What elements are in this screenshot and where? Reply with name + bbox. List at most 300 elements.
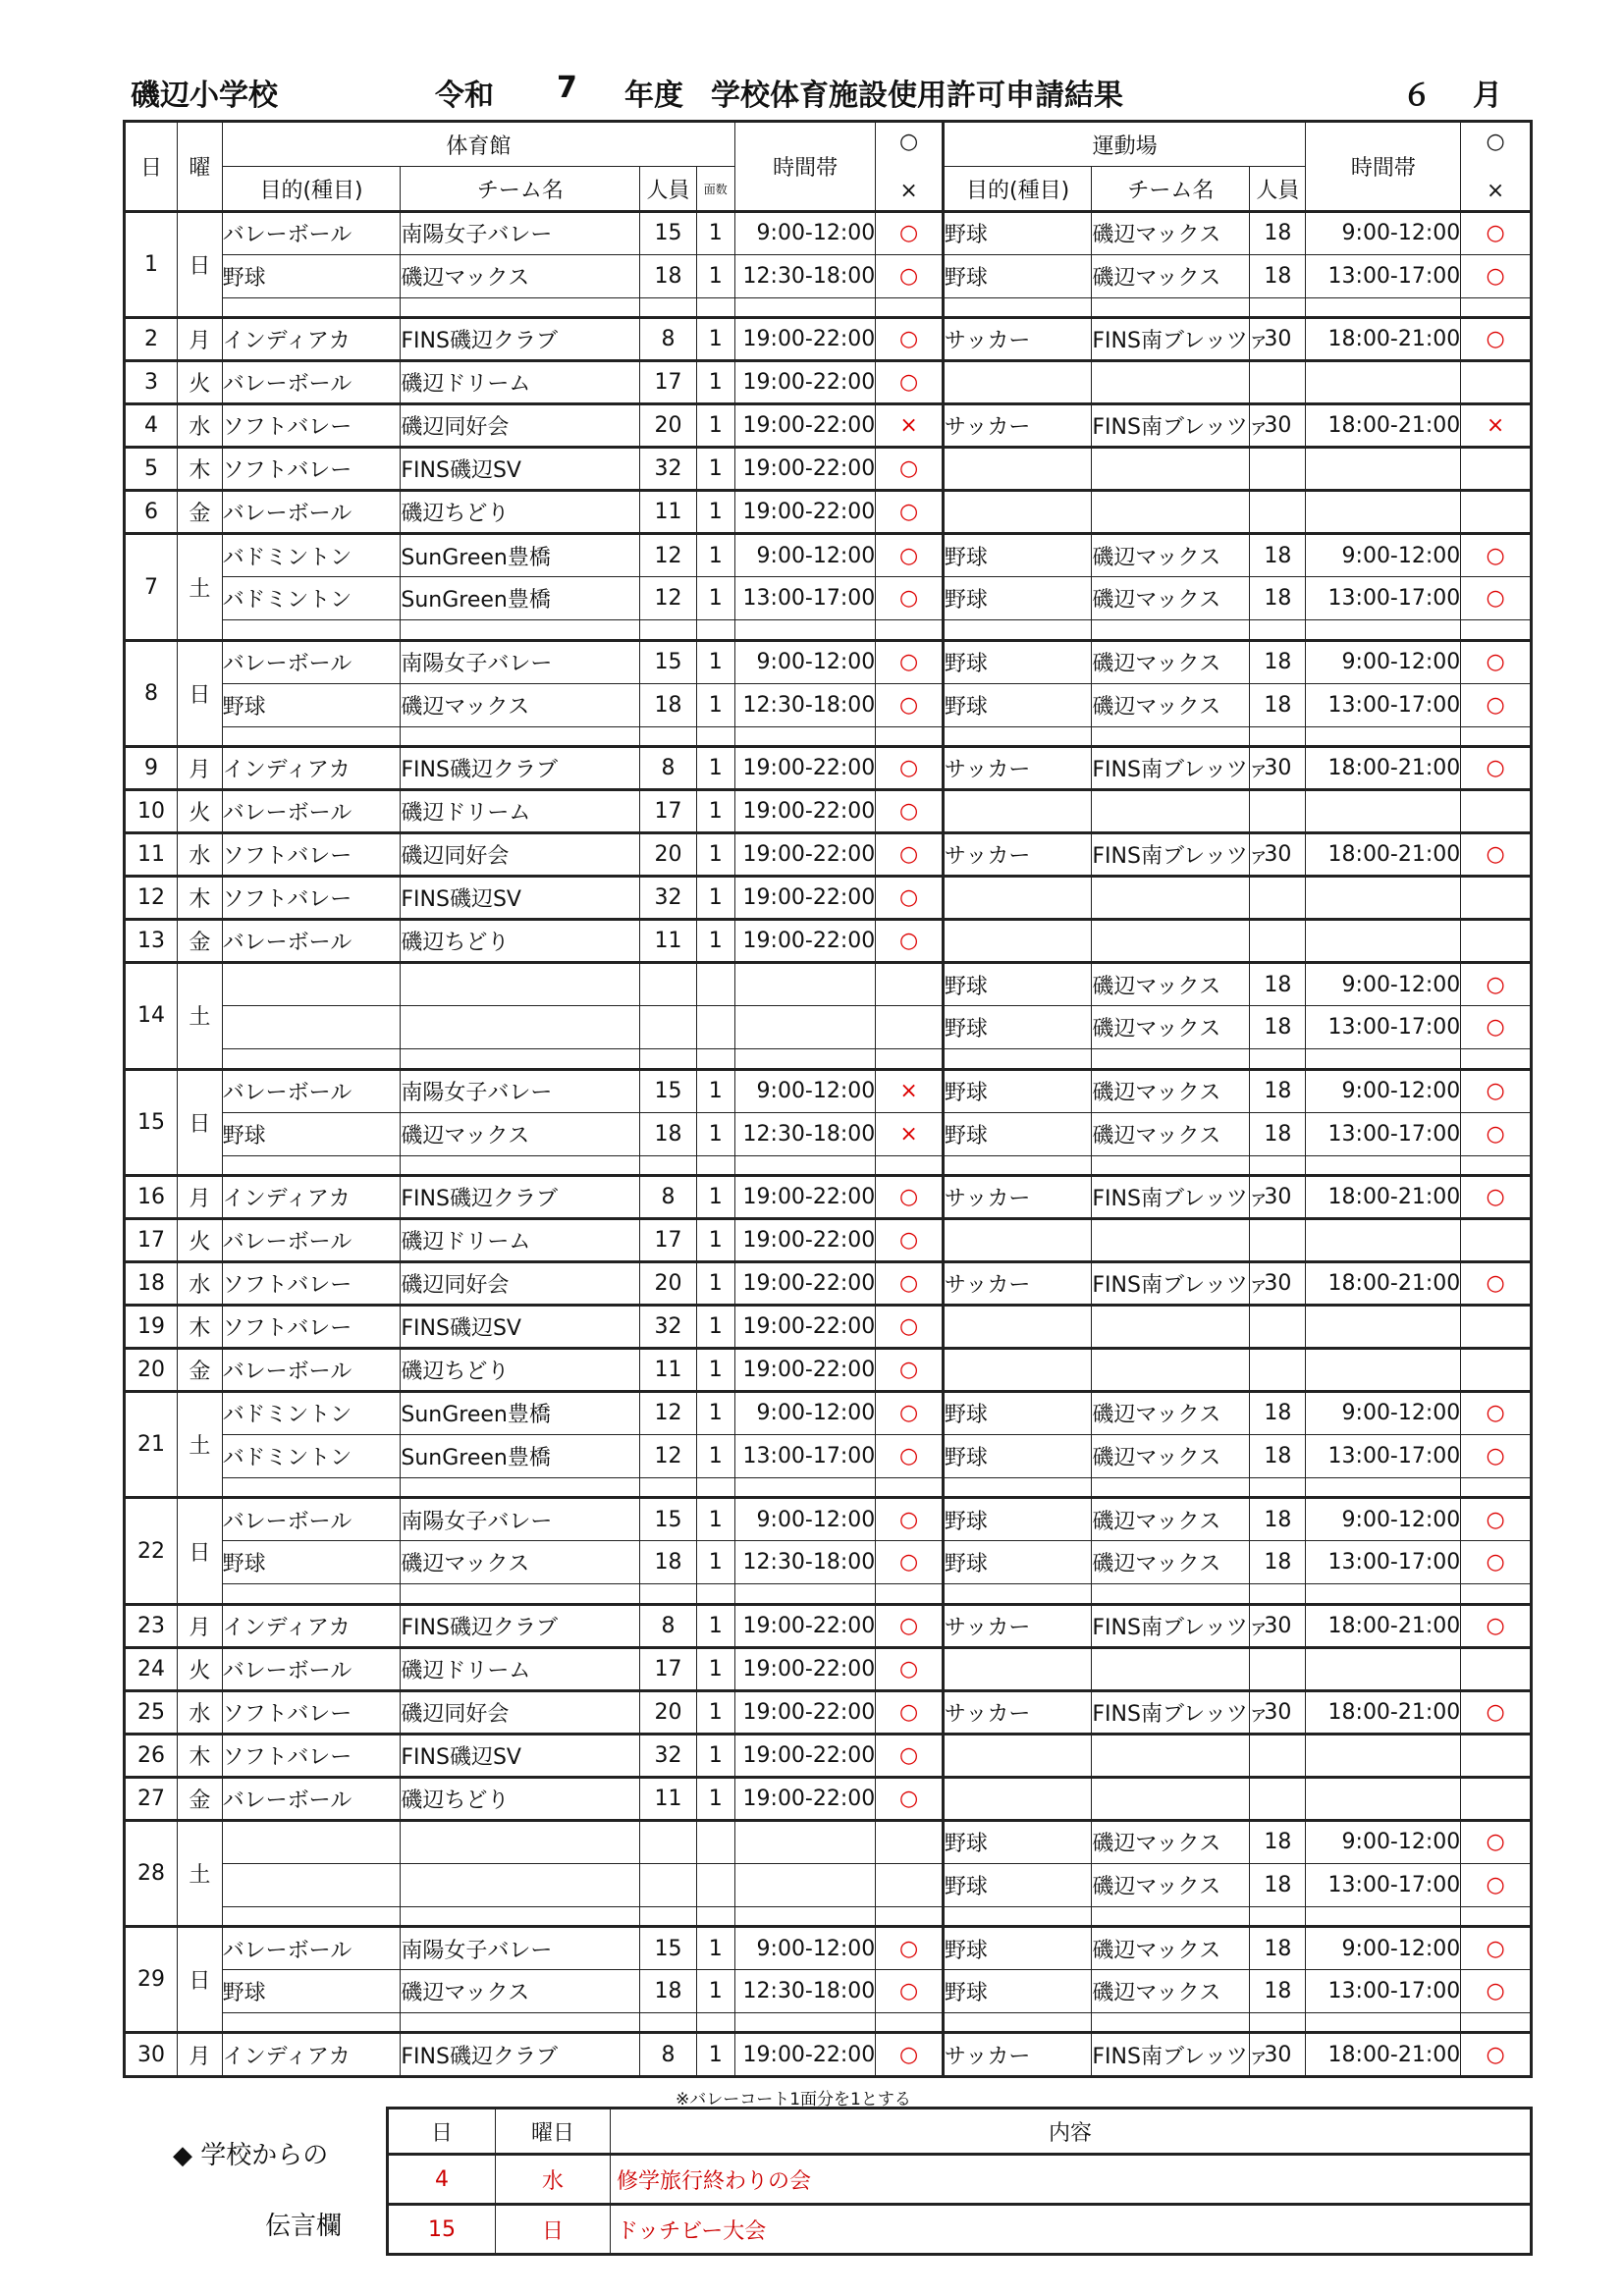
gym-courts: 1 (696, 1112, 734, 1155)
gym-result: ○ (876, 1541, 944, 1584)
field-time (1306, 1155, 1461, 1175)
gym-result: ○ (876, 1261, 944, 1305)
gym-time: 19:00-22:00 (734, 790, 875, 833)
gym-purpose (222, 726, 401, 746)
field-result: ○ (1461, 1069, 1532, 1112)
field-people: 18 (1250, 1863, 1306, 1906)
gym-time: 19:00-22:00 (734, 920, 875, 963)
gym-time: 12:30-18:00 (734, 1970, 875, 2013)
gym-people: 12 (640, 1434, 696, 1477)
field-people (1250, 491, 1306, 534)
gym-purpose: バドミントン (222, 1434, 401, 1477)
field-time: 9:00-12:00 (1306, 1498, 1461, 1541)
field-team: 磯辺マックス (1092, 1541, 1250, 1584)
gym-team (401, 726, 640, 746)
field-purpose: 野球 (943, 1434, 1092, 1477)
gym-purpose (222, 1820, 401, 1863)
field-purpose: 野球 (943, 1391, 1092, 1434)
gym-purpose: ソフトバレー (222, 1261, 401, 1305)
field-team (1092, 726, 1250, 746)
gym-team: 磯辺ドリーム (401, 361, 640, 404)
weekday: 水 (177, 404, 222, 448)
field-people: 18 (1250, 1006, 1306, 1049)
gym-team: FINS磯辺クラブ (401, 2033, 640, 2077)
field-team: 磯辺マックス (1092, 1434, 1250, 1477)
day-number: 10 (125, 790, 178, 833)
field-time: 18:00-21:00 (1306, 747, 1461, 790)
field-purpose (943, 877, 1092, 920)
day-number: 30 (125, 2033, 178, 2077)
message-row (388, 2205, 1532, 2255)
message-content: ドッチビー大会 (611, 2205, 1532, 2255)
gym-courts: 1 (696, 534, 734, 577)
gym-courts: 1 (696, 747, 734, 790)
weekday: 土 (177, 1391, 222, 1497)
gym-people: 32 (640, 448, 696, 491)
field-purpose (943, 1348, 1092, 1391)
gym-time (734, 1006, 875, 1049)
field-purpose: 野球 (943, 1069, 1092, 1112)
spacer-row (125, 1049, 1532, 1069)
gym-team: FINS磯辺クラブ (401, 1604, 640, 1647)
header-gym-courts: 面数 (696, 167, 734, 212)
gym-result (876, 963, 944, 1006)
gym-time (734, 1477, 875, 1497)
field-result: ○ (1461, 2033, 1532, 2077)
gym-people: 15 (640, 1498, 696, 1541)
gym-result: ○ (876, 491, 944, 534)
gym-people (640, 297, 696, 317)
gym-team (401, 620, 640, 640)
field-team: 磯辺マックス (1092, 534, 1250, 577)
school-name: 磯辺小学校 (131, 79, 278, 113)
weekday: 金 (177, 920, 222, 963)
gym-result: ○ (876, 1970, 944, 2013)
field-result: ○ (1461, 318, 1532, 361)
field-team (1092, 1155, 1250, 1175)
field-purpose: 野球 (943, 640, 1092, 683)
gym-result: ○ (876, 640, 944, 683)
schedule-row (125, 1434, 1532, 1477)
gym-purpose (222, 1863, 401, 1906)
field-result (1461, 1218, 1532, 1261)
day-number: 22 (125, 1498, 178, 1604)
gym-courts: 1 (696, 1348, 734, 1391)
schedule-row (125, 1006, 1532, 1049)
gym-time: 19:00-22:00 (734, 877, 875, 920)
gym-courts: 1 (696, 1690, 734, 1734)
gym-time (734, 963, 875, 1006)
gym-result (876, 2013, 944, 2033)
field-purpose (943, 1584, 1092, 1604)
gym-result: ○ (876, 1175, 944, 1218)
gym-team: 磯辺同好会 (401, 404, 640, 448)
field-team: 磯辺マックス (1092, 683, 1250, 726)
schedule-row (125, 254, 1532, 297)
field-result (1461, 1155, 1532, 1175)
gym-people: 18 (640, 1112, 696, 1155)
gym-purpose: バレーボール (222, 361, 401, 404)
field-purpose (943, 1906, 1092, 1926)
gym-result: ○ (876, 1604, 944, 1647)
gym-courts: 1 (696, 1069, 734, 1112)
field-team (1092, 1305, 1250, 1348)
field-result (1461, 1906, 1532, 1926)
message-weekday: 水 (496, 2155, 611, 2205)
day-number: 4 (125, 404, 178, 448)
gym-team (401, 2013, 640, 2033)
field-time: 18:00-21:00 (1306, 1261, 1461, 1305)
field-result (1461, 1477, 1532, 1497)
gym-people: 17 (640, 361, 696, 404)
gym-result (876, 1906, 944, 1926)
gym-time: 19:00-22:00 (734, 1261, 875, 1305)
field-team: FINS南ブレッツァ (1092, 1261, 1250, 1305)
header-gym-result: ○ × (876, 122, 944, 212)
gym-result (876, 1477, 944, 1497)
field-time: 9:00-12:00 (1306, 534, 1461, 577)
field-result: ○ (1461, 1604, 1532, 1647)
field-time: 9:00-12:00 (1306, 1069, 1461, 1112)
gym-result: ○ (876, 790, 944, 833)
field-time: 13:00-17:00 (1306, 1434, 1461, 1477)
field-people: 18 (1250, 963, 1306, 1006)
field-people (1250, 1477, 1306, 1497)
field-purpose (943, 1777, 1092, 1820)
field-people: 30 (1250, 747, 1306, 790)
day-number: 5 (125, 448, 178, 491)
gym-people: 15 (640, 1927, 696, 1970)
gym-purpose: バレーボール (222, 1647, 401, 1690)
gym-purpose: バレーボール (222, 212, 401, 255)
gym-time: 9:00-12:00 (734, 1391, 875, 1434)
gym-time: 19:00-22:00 (734, 2033, 875, 2077)
gym-people (640, 2013, 696, 2033)
gym-people: 20 (640, 1690, 696, 1734)
schedule-row (125, 404, 1532, 448)
month-unit: 月 (1473, 79, 1502, 113)
weekday: 金 (177, 1348, 222, 1391)
field-time: 18:00-21:00 (1306, 1175, 1461, 1218)
gym-result: ○ (876, 833, 944, 877)
gym-courts (696, 1906, 734, 1926)
gym-purpose: ソフトバレー (222, 833, 401, 877)
gym-result (876, 297, 944, 317)
gym-time: 13:00-17:00 (734, 1434, 875, 1477)
field-result: ○ (1461, 1541, 1532, 1584)
gym-time: 9:00-12:00 (734, 534, 875, 577)
gym-courts: 1 (696, 640, 734, 683)
gym-courts: 1 (696, 491, 734, 534)
message-day: 4 (388, 2155, 496, 2205)
schedule-row (125, 640, 1532, 683)
field-people: 18 (1250, 212, 1306, 255)
gym-courts: 1 (696, 2033, 734, 2077)
field-purpose: 野球 (943, 1541, 1092, 1584)
field-result: ○ (1461, 1863, 1532, 1906)
gym-time (734, 1863, 875, 1906)
year-unit: 年度 (624, 79, 683, 113)
era-label: 令和 (435, 79, 494, 113)
field-purpose (943, 1477, 1092, 1497)
day-number: 9 (125, 747, 178, 790)
gym-courts: 1 (696, 1434, 734, 1477)
gym-team: 磯辺マックス (401, 1541, 640, 1584)
gym-result: ○ (876, 577, 944, 620)
gym-team: 南陽女子バレー (401, 640, 640, 683)
schedule-row (125, 1348, 1532, 1391)
field-team (1092, 1218, 1250, 1261)
gym-team (401, 963, 640, 1006)
spacer-row (125, 1477, 1532, 1497)
gym-result: ○ (876, 361, 944, 404)
gym-team (401, 1863, 640, 1906)
field-result: ○ (1461, 1175, 1532, 1218)
gym-courts: 1 (696, 1970, 734, 2013)
field-purpose: 野球 (943, 1970, 1092, 2013)
gym-people: 8 (640, 318, 696, 361)
gym-people: 18 (640, 683, 696, 726)
day-number: 11 (125, 833, 178, 877)
field-purpose: 野球 (943, 577, 1092, 620)
gym-purpose: ソフトバレー (222, 448, 401, 491)
gym-result (876, 1006, 944, 1049)
field-purpose (943, 620, 1092, 640)
gym-people: 12 (640, 577, 696, 620)
gym-team: FINS磯辺クラブ (401, 747, 640, 790)
gym-result (876, 726, 944, 746)
field-team (1092, 448, 1250, 491)
weekday: 月 (177, 1175, 222, 1218)
gym-time: 19:00-22:00 (734, 318, 875, 361)
field-time: 9:00-12:00 (1306, 1391, 1461, 1434)
gym-courts: 1 (696, 1305, 734, 1348)
field-result (1461, 1647, 1532, 1690)
field-result: ○ (1461, 640, 1532, 683)
header-field-time: 時間帯 (1306, 122, 1461, 212)
gym-result: ○ (876, 318, 944, 361)
gym-courts: 1 (696, 920, 734, 963)
spacer-row (125, 620, 1532, 640)
gym-people (640, 1820, 696, 1863)
field-time: 18:00-21:00 (1306, 1604, 1461, 1647)
gym-purpose (222, 1155, 401, 1175)
schedule-row (125, 1647, 1532, 1690)
gym-result: ○ (876, 1498, 944, 1541)
gym-time: 12:30-18:00 (734, 1112, 875, 1155)
field-team (1092, 877, 1250, 920)
field-purpose: サッカー (943, 1604, 1092, 1647)
gym-team: 磯辺ドリーム (401, 1218, 640, 1261)
gym-courts (696, 963, 734, 1006)
field-result (1461, 726, 1532, 746)
field-purpose (943, 1049, 1092, 1069)
month-value: ６ (1402, 79, 1432, 113)
spacer-row (125, 2013, 1532, 2033)
field-team (1092, 297, 1250, 317)
field-purpose (943, 1647, 1092, 1690)
day-number: 12 (125, 877, 178, 920)
field-team: 磯辺マックス (1092, 254, 1250, 297)
field-result: ○ (1461, 1391, 1532, 1434)
schedule-row (125, 833, 1532, 877)
gym-courts: 1 (696, 1261, 734, 1305)
field-team (1092, 1477, 1250, 1497)
gym-purpose (222, 620, 401, 640)
gym-people: 17 (640, 1647, 696, 1690)
gym-team: 磯辺同好会 (401, 1261, 640, 1305)
field-time: 9:00-12:00 (1306, 212, 1461, 255)
weekday: 金 (177, 1777, 222, 1820)
gym-team: 磯辺ドリーム (401, 790, 640, 833)
schedule-row (125, 318, 1532, 361)
field-people (1250, 726, 1306, 746)
weekday: 日 (177, 640, 222, 746)
gym-people: 15 (640, 640, 696, 683)
gym-result: × (876, 1069, 944, 1112)
field-result: ○ (1461, 1434, 1532, 1477)
gym-purpose (222, 1584, 401, 1604)
gym-people: 8 (640, 2033, 696, 2077)
field-result: ○ (1461, 1006, 1532, 1049)
day-number: 26 (125, 1734, 178, 1777)
message-section-title: ◆ 学校からの (173, 2141, 329, 2170)
gym-purpose: バレーボール (222, 1498, 401, 1541)
gym-team (401, 297, 640, 317)
field-result: ○ (1461, 577, 1532, 620)
message-weekday: 日 (496, 2205, 611, 2255)
gym-team: 南陽女子バレー (401, 1498, 640, 1541)
gym-time: 19:00-22:00 (734, 747, 875, 790)
day-number: 1 (125, 212, 178, 318)
field-time (1306, 1777, 1461, 1820)
field-team: 磯辺マックス (1092, 1391, 1250, 1434)
schedule-row (125, 1734, 1532, 1777)
weekday: 金 (177, 491, 222, 534)
field-time (1306, 1348, 1461, 1391)
field-people: 30 (1250, 1690, 1306, 1734)
gym-time: 19:00-22:00 (734, 1690, 875, 1734)
gym-courts (696, 726, 734, 746)
gym-team: SunGreen豊橋 (401, 534, 640, 577)
gym-people: 8 (640, 1604, 696, 1647)
gym-purpose: ソフトバレー (222, 1305, 401, 1348)
gym-courts: 1 (696, 1541, 734, 1584)
field-purpose: サッカー (943, 833, 1092, 877)
field-purpose: 野球 (943, 963, 1092, 1006)
message-row (388, 2155, 1532, 2205)
field-team (1092, 361, 1250, 404)
gym-time: 9:00-12:00 (734, 212, 875, 255)
field-result (1461, 1305, 1532, 1348)
day-number: 14 (125, 963, 178, 1069)
schedule-row (125, 747, 1532, 790)
gym-people: 11 (640, 1777, 696, 1820)
field-result: × (1461, 404, 1532, 448)
schedule-row (125, 790, 1532, 833)
weekday: 月 (177, 318, 222, 361)
field-result: ○ (1461, 683, 1532, 726)
field-time (1306, 877, 1461, 920)
gym-result (876, 620, 944, 640)
field-team: 磯辺マックス (1092, 1927, 1250, 1970)
gym-purpose: 野球 (222, 1541, 401, 1584)
message-section-subtitle: 伝言欄 (265, 2212, 343, 2241)
gym-team: 南陽女子バレー (401, 1927, 640, 1970)
gym-purpose: バドミントン (222, 534, 401, 577)
weekday: 水 (177, 833, 222, 877)
field-purpose (943, 726, 1092, 746)
header-field-result: ○ × (1461, 122, 1532, 212)
field-time (1306, 361, 1461, 404)
day-number: 28 (125, 1820, 178, 1926)
field-purpose: 野球 (943, 1006, 1092, 1049)
field-purpose (943, 491, 1092, 534)
gym-team: FINS磯辺クラブ (401, 1175, 640, 1218)
field-result: ○ (1461, 254, 1532, 297)
gym-courts: 1 (696, 448, 734, 491)
gym-purpose: 野球 (222, 1970, 401, 2013)
gym-courts (696, 297, 734, 317)
field-purpose: 野球 (943, 254, 1092, 297)
field-team: 磯辺マックス (1092, 963, 1250, 1006)
field-team: 磯辺マックス (1092, 577, 1250, 620)
schedule-row (125, 1970, 1532, 2013)
field-team (1092, 620, 1250, 640)
gym-time: 19:00-22:00 (734, 491, 875, 534)
message-header-content: 内容 (611, 2109, 1532, 2155)
field-team (1092, 491, 1250, 534)
gym-courts: 1 (696, 318, 734, 361)
field-result (1461, 361, 1532, 404)
gym-purpose: インディアカ (222, 1604, 401, 1647)
weekday: 月 (177, 2033, 222, 2077)
field-people: 30 (1250, 833, 1306, 877)
gym-team (401, 1906, 640, 1926)
field-time (1306, 1584, 1461, 1604)
gym-result: × (876, 1112, 944, 1155)
gym-result: ○ (876, 683, 944, 726)
gym-courts: 1 (696, 1175, 734, 1218)
gym-team: 磯辺ちどり (401, 920, 640, 963)
gym-people: 20 (640, 833, 696, 877)
gym-time: 19:00-22:00 (734, 1348, 875, 1391)
gym-courts: 1 (696, 1734, 734, 1777)
field-people: 30 (1250, 1261, 1306, 1305)
field-team: FINS南ブレッツァ (1092, 318, 1250, 361)
field-result: ○ (1461, 534, 1532, 577)
gym-time (734, 1049, 875, 1069)
field-purpose: サッカー (943, 1261, 1092, 1305)
day-number: 17 (125, 1218, 178, 1261)
header-field: 運動場 (943, 122, 1306, 167)
gym-courts: 1 (696, 790, 734, 833)
gym-courts (696, 1049, 734, 1069)
field-result (1461, 448, 1532, 491)
schedule-row (125, 1498, 1532, 1541)
field-result: ○ (1461, 1970, 1532, 2013)
gym-courts: 1 (696, 361, 734, 404)
day-number: 19 (125, 1305, 178, 1348)
gym-result: ○ (876, 1434, 944, 1477)
gym-team: 磯辺マックス (401, 254, 640, 297)
field-time: 9:00-12:00 (1306, 1820, 1461, 1863)
weekday: 水 (177, 1261, 222, 1305)
field-result: ○ (1461, 212, 1532, 255)
gym-result: ○ (876, 448, 944, 491)
field-result (1461, 1777, 1532, 1820)
gym-team: 磯辺同好会 (401, 1690, 640, 1734)
